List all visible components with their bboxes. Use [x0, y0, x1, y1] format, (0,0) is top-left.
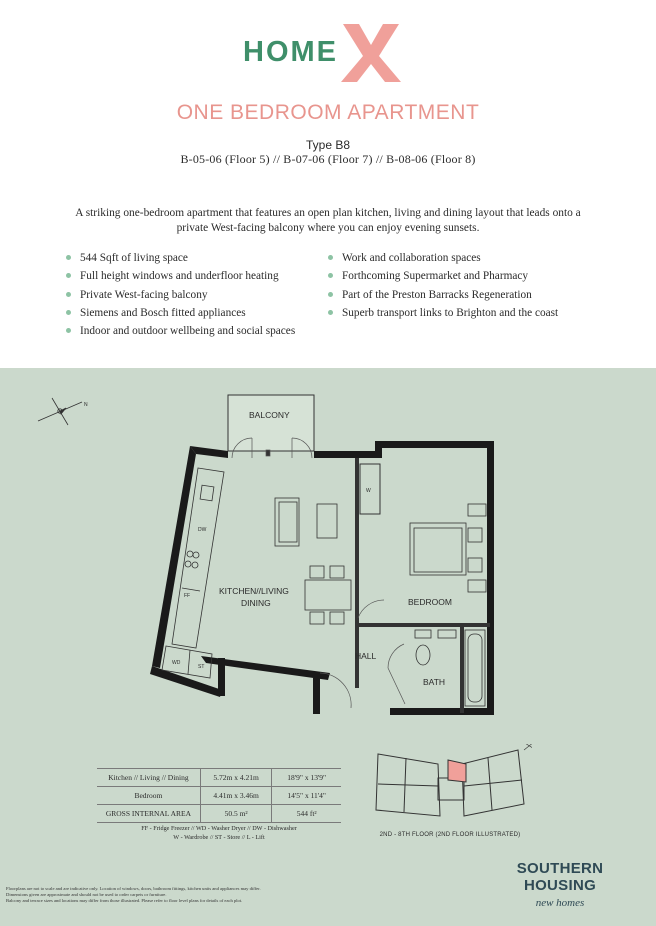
- highlighted-apartment: [448, 760, 466, 782]
- bullet-icon: [328, 292, 333, 297]
- fridge-freezer-label: FF: [184, 593, 191, 599]
- key-plan: [368, 744, 532, 824]
- feature-item: Indoor and outdoor wellbeing and social spaces: [66, 322, 295, 340]
- abbreviations-line-2: W - Wardrobe // ST - Store // L - Lift: [173, 834, 265, 841]
- balcony-label: BALCONY: [249, 410, 290, 420]
- keyplan-label: 2ND - 8TH FLOOR (2ND FLOOR ILLUSTRATED): [379, 832, 521, 838]
- bath-label: BATH: [423, 677, 446, 687]
- feature-item: Siemens and Bosch fitted appliances: [66, 304, 295, 322]
- washer-dryer-label: WD: [172, 660, 181, 666]
- features-list-right: [328, 249, 558, 322]
- dishwasher-label: DW: [198, 527, 207, 533]
- feature-item: Superb transport links to Brighton and the coast: [328, 304, 558, 322]
- bullet-icon: [66, 328, 71, 333]
- feature-item: 544 Sqft of living space: [66, 249, 295, 267]
- table-row: [97, 805, 341, 823]
- room-metric: 4.41m x 3.46m: [200, 787, 272, 805]
- unit-numbers: B-05-06 (Floor 5) // B-07-06 (Floor 7) // B-08-06 (Floor 8): [180, 152, 476, 166]
- bullet-icon: [328, 255, 333, 260]
- bathroom-fittings: [415, 630, 485, 706]
- room-imperial: 544 ft²: [272, 805, 341, 823]
- page-title: ONE BEDROOM APARTMENT: [176, 101, 480, 124]
- bullet-icon: [66, 292, 71, 297]
- bed-icon: [410, 504, 486, 592]
- room-imperial: 14'5" x 11'4": [272, 787, 341, 805]
- features-list-left: [66, 249, 295, 340]
- wardrobe-label: W: [366, 488, 371, 494]
- svg-text:N: N: [84, 402, 88, 408]
- logo-text: HOME: [243, 36, 338, 68]
- keyplan-compass-icon: [520, 744, 532, 750]
- developer-tagline: new homes: [535, 897, 585, 909]
- disclaimer: Floorplans are not to scale and are indicative only. Location of windows, doors, bathroom fittings, kitchen units and appliances may differ. Dimensions given are approximate and should not be used to order carpets or furniture. Balcony and terrace sizes and locations may differ from those illustrated. Please refer to floor level plans for details of each plot.: [6, 886, 261, 904]
- kitchen-living-label: KITCHEN//LIVING: [219, 586, 289, 596]
- room-name: Kitchen // Living // Dining: [97, 769, 200, 787]
- logo-x-mark: [0, 20, 656, 84]
- feature-item: Private West-facing balcony: [66, 286, 295, 304]
- hall-label: HALL: [355, 651, 377, 661]
- bullet-icon: [66, 255, 71, 260]
- table-row: [97, 769, 341, 787]
- compass-icon: [38, 398, 88, 425]
- apartment-description: A striking one-bedroom apartment that features an open plan kitchen, living and dining layout that leads onto a private West-facing balcony where you can enjoy evening sunsets.: [75, 207, 581, 234]
- room-metric: 5.72m x 4.21m: [200, 769, 272, 787]
- feature-item: Full height windows and underfloor heating: [66, 267, 295, 285]
- feature-item: Forthcoming Supermarket and Pharmacy: [328, 267, 558, 285]
- bullet-icon: [66, 273, 71, 278]
- dimensions-table: [97, 768, 341, 823]
- bullet-icon: [328, 310, 333, 315]
- floor-plan: [0, 368, 656, 768]
- bullet-icon: [328, 273, 333, 278]
- room-imperial: 18'9" x 13'9": [272, 769, 341, 787]
- room-name: Bedroom: [97, 787, 200, 805]
- abbreviations-line-1: FF - Fridge Freezer // WD - Washer Dryer // DW - Dishwasher: [141, 825, 297, 832]
- dining-table-icon: [305, 566, 351, 624]
- kitchen-units: [172, 468, 224, 648]
- store-label: ST: [198, 664, 205, 670]
- developer-logo: SOUTHERN HOUSING: [516, 860, 604, 894]
- room-metric: 50.5 m²: [200, 805, 272, 823]
- room-name: GROSS INTERNAL AREA: [97, 805, 200, 823]
- bedroom-label: BEDROOM: [408, 597, 452, 607]
- balcony-area: [228, 395, 314, 451]
- dining-label: DINING: [241, 598, 271, 608]
- sofa-icon: [275, 498, 337, 546]
- feature-item: Work and collaboration spaces: [328, 249, 558, 267]
- abbreviations-key: [97, 824, 341, 842]
- bullet-icon: [66, 310, 71, 315]
- feature-item: Part of the Preston Barracks Regeneration: [328, 286, 558, 304]
- apartment-type: Type B8: [305, 138, 351, 152]
- table-row: [97, 787, 341, 805]
